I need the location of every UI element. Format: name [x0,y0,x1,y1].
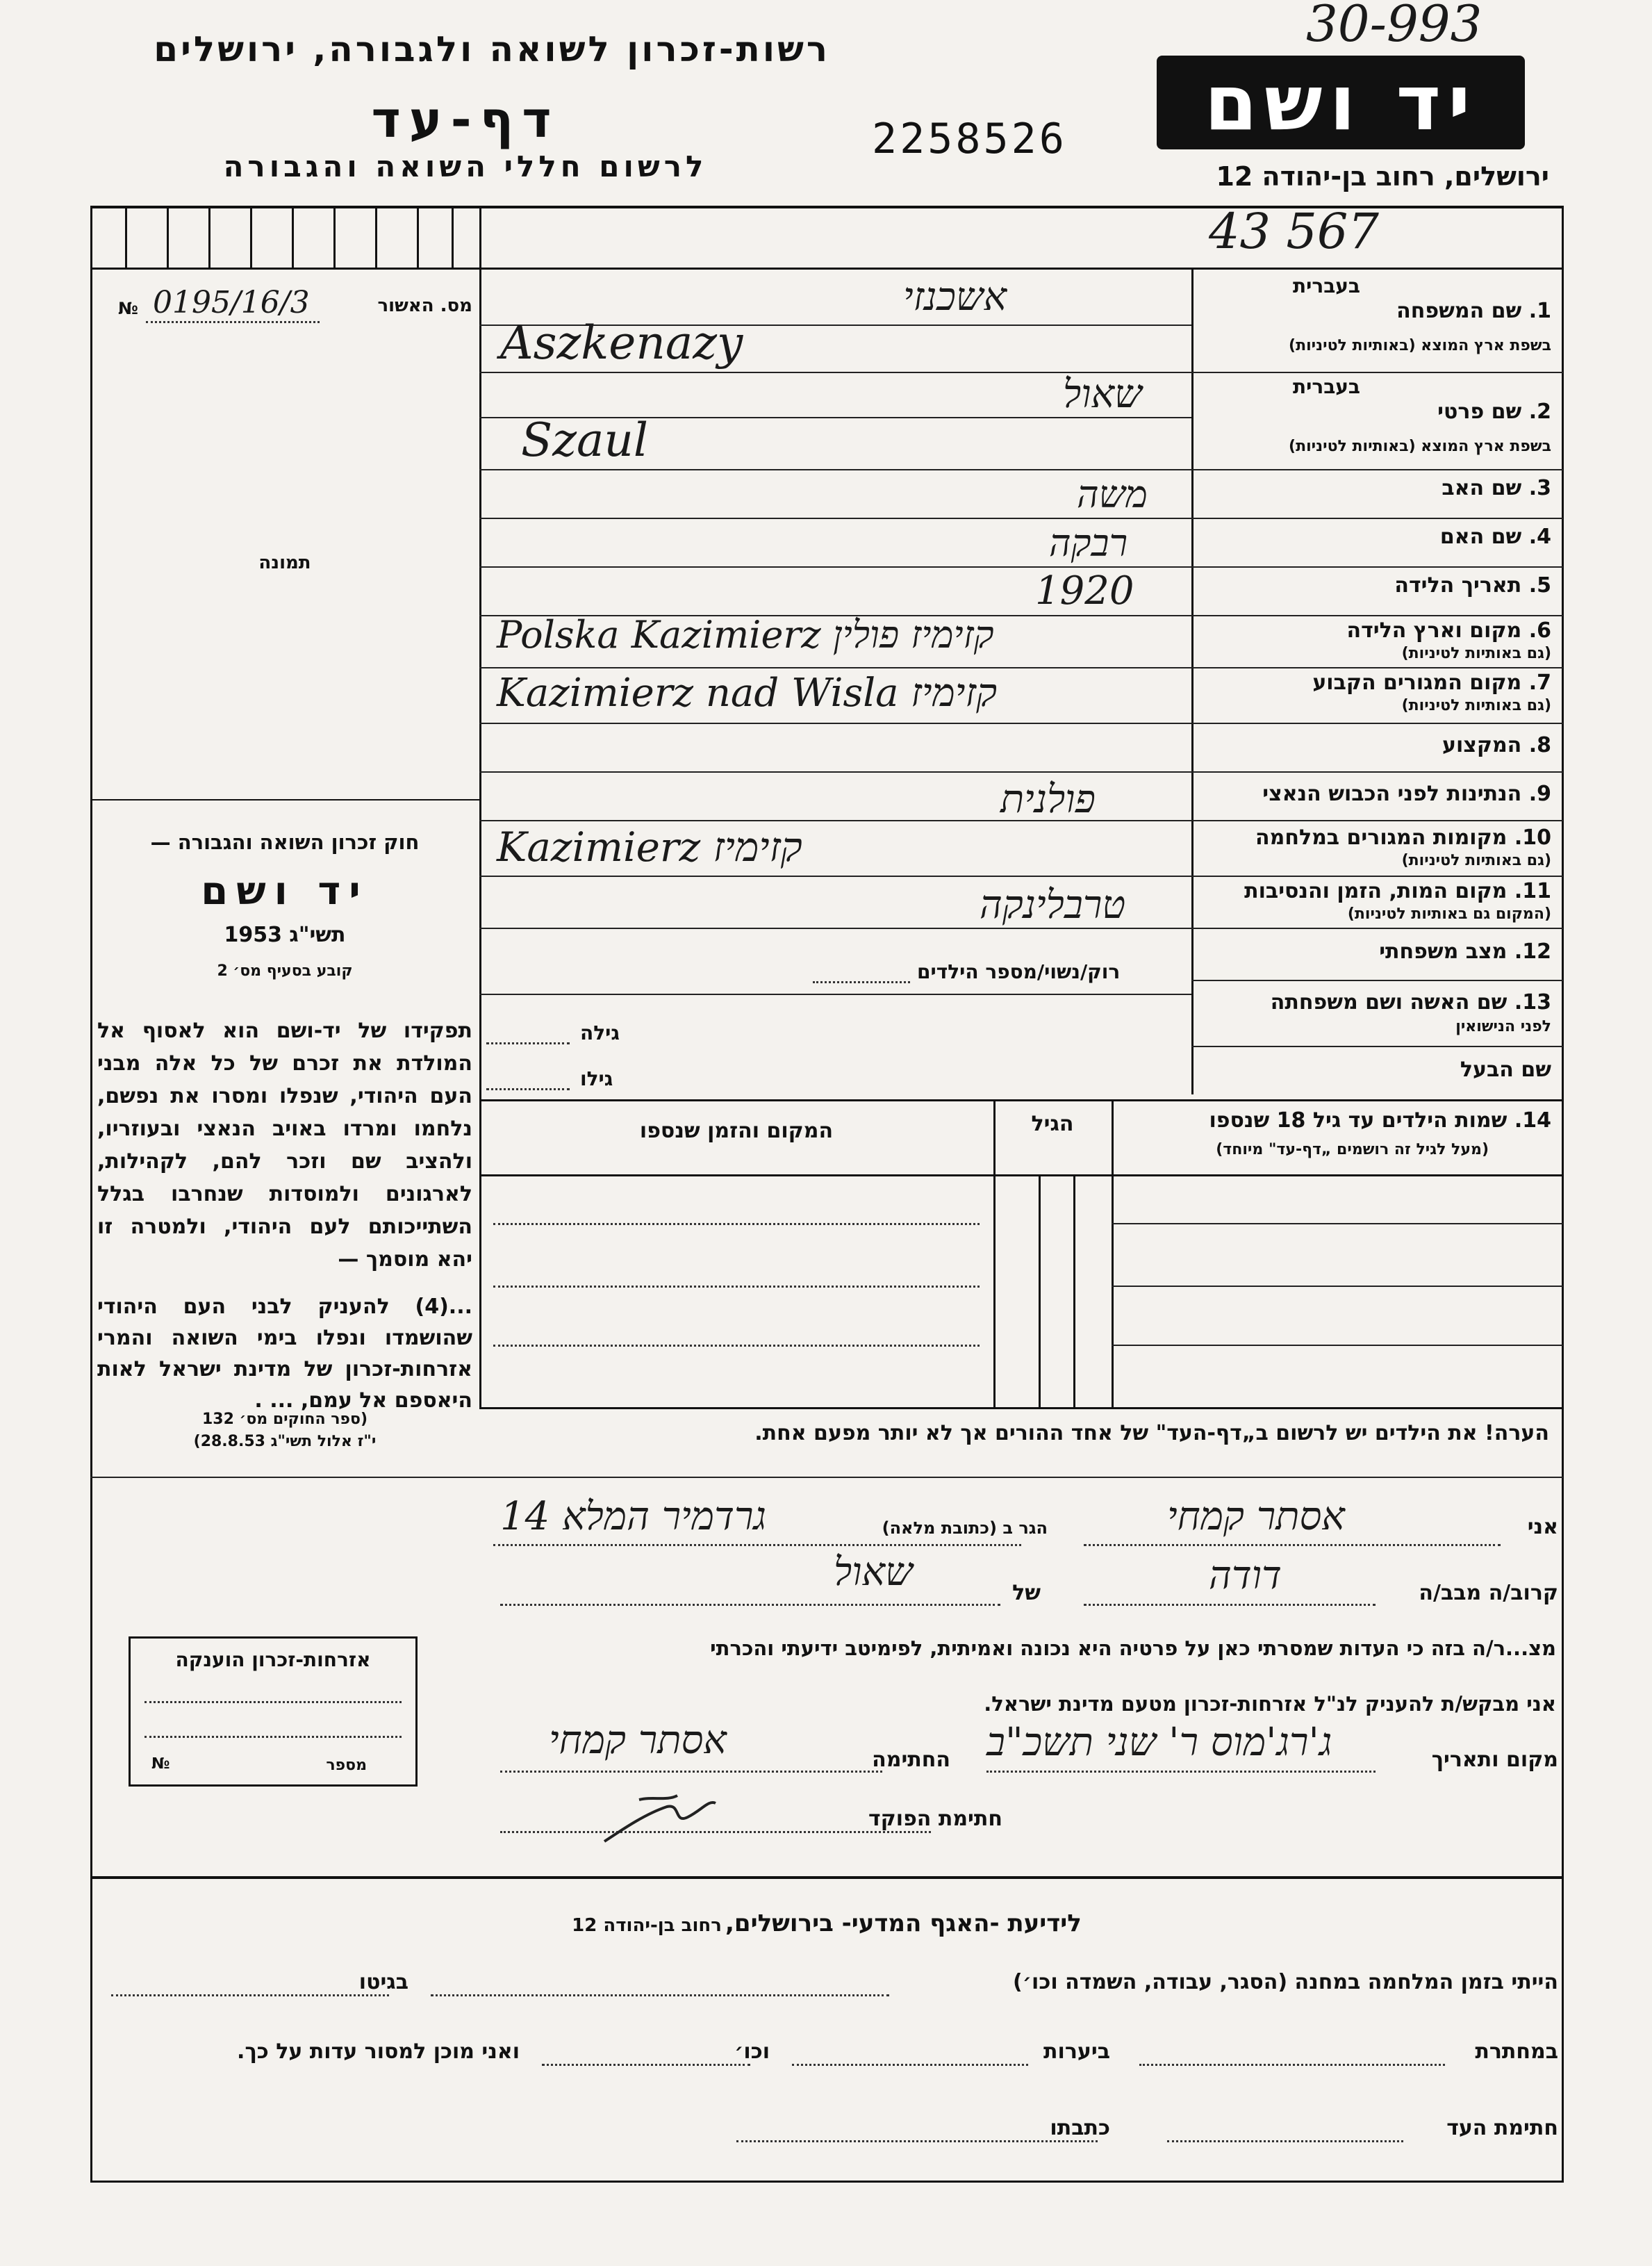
approval-dots [146,321,320,323]
field-5-label-text: תאריך הלידה [1394,573,1522,598]
field-7-number: 7. [1528,671,1551,695]
law-year: תשי"ג 1953 [224,923,346,947]
declaration-i-value: אסתר קמחי [1167,1494,1345,1539]
field-9-number: 9. [1528,782,1551,806]
law-title: חוק זכרון השואה והגבורה — [150,830,420,854]
strip-cell [292,206,294,268]
camp-dots [431,1994,889,1996]
footer-forests-label: ביערות [1043,2039,1110,2064]
children-col-divider-1 [1112,1099,1114,1409]
field-2-value-latin: Szaul [521,413,648,467]
strip-cell [250,206,252,268]
child-place-dots [493,1223,980,1225]
logo-text: יד ושם [1204,58,1478,147]
field-11-sub: (המקום גם באותיות לטיניות) [1347,905,1551,923]
witness-signature-dots [1167,2140,1403,2142]
note-text: הערה! את הילדים יש לרשום ב„דף-העד" של אחד ההורים אך לא יותר מפעם אחת. [754,1421,1549,1445]
approval-number-label: מס. האשור [377,295,472,316]
declaration-relative-label: קרוב/ה מבב/ה [1419,1581,1558,1605]
etc-dots [542,2064,750,2066]
strip-cell [375,206,377,268]
label-line [1191,820,1563,821]
main-top-rule [479,268,1563,270]
certificate-number-label: מספר [326,1757,367,1774]
law-ref-2: י"ז אלול תשי"ג 28.8.53) [193,1433,377,1450]
label-line [1191,667,1563,668]
declaration-official-label: חתימת הפוקד [868,1807,1002,1831]
field-2-sub: בשפת ארץ המוצא (באותיות לטיניות) [1289,438,1551,455]
field-6-number: 6. [1528,618,1551,643]
children-header-bottom [479,1174,1563,1176]
approval-number-value: 0195/16/3 [153,285,310,320]
law-clause: קובע בסעיף מס׳ 2 [217,962,353,980]
children-col-place: המקום והזמן שנספו [639,1119,834,1143]
field-5-number: 5. [1528,573,1551,598]
field-2-lang: בעברית [1292,375,1360,398]
label-line [1191,1046,1563,1047]
field-1-value-latin: Aszkenazy [500,316,743,370]
field-9-label-text: הנתינות לפני הכבוש הנאצי [1262,782,1522,806]
certificate-box [129,1636,418,1787]
certificate-dots-1 [144,1701,402,1703]
field-10-sub: (גם באותיות לטיניות) [1401,852,1551,869]
declaration-resides-label: הגר ב (כתובת מלאה) [882,1518,1048,1538]
field-1-number: 1. [1528,299,1551,323]
law-name: יד ושם [201,869,369,914]
field-7-label-text: מקום המגורים הקבוע [1312,671,1522,695]
top-strip-bottom [90,268,479,270]
declaration-signature-label: החתימה [872,1748,950,1772]
footer-title [417,1910,1237,1937]
form-subtitle: לרשום חללי השואה והגבורה [223,149,708,183]
label-line [1191,980,1563,981]
label-line [1191,876,1563,877]
field-8-label [1442,733,1551,757]
field-6-label-text: מקום וארץ הלידה [1346,618,1522,643]
field-12-label [1379,939,1551,964]
field-1-value-hebrew: אשכנזי [903,274,1007,320]
field-1-label-text: שם המשפחה [1396,299,1522,323]
label-line [1191,566,1563,568]
footer-address: רחוב בן-יהודה 12 [572,1915,722,1936]
field-12-number: 12. [1514,939,1551,964]
label-line [1191,928,1563,929]
row-line [479,928,1191,929]
law-text-2: ...(4) להעניק לבני העם היהודי שהושמדו ונפלו בימי השואה והמרי אזרחות-זכרון של מדינת ישראל לאות היאספם אל עמם, ... . [97,1295,472,1413]
law-ref-1: (ספר החוקים מס׳ 132 [201,1411,368,1428]
frame-bottom [90,2181,1564,2183]
strip-cell [333,206,336,268]
field-6-sub: (גם באותיות לטיניות) [1401,645,1551,662]
place-date-dots [986,1771,1376,1773]
field-13-sub: לפני הנישואין [1455,1018,1551,1035]
children-table-bottom [479,1407,1563,1409]
field-7-label [1312,671,1551,695]
declaration-place-date-label: מקום ותאריך [1431,1748,1558,1772]
field-3-value: משה [1077,473,1148,516]
field-1-sub: בשפת ארץ המוצא (באותיות לטיניות) [1289,337,1551,354]
row-line [479,723,1191,724]
handwritten-reference: 30-993 [1306,0,1482,53]
row-line [479,566,1191,568]
children-label-text: שמות הילדים עד גיל 18 שנספו [1209,1108,1508,1133]
field-3-number: 3. [1528,476,1551,500]
certificate-dots-2 [144,1736,402,1738]
strip-cell [452,206,454,268]
row-line [479,518,1191,519]
field-2-label [1437,400,1551,424]
footer-top-rule [90,1876,1563,1879]
note-bottom [90,1477,1563,1478]
certificate-no-symbol: № [151,1755,170,1773]
strip-cell [208,206,210,268]
signature-dots [500,1771,882,1773]
forests-dots [792,2064,1028,2066]
declaration-relative-value: דודה [1209,1553,1282,1598]
footer-willing-label: ואני מוכן למסור עדות על כך. [237,2039,520,2064]
field-13-value: גילה [580,1021,620,1044]
law-text: תפקידו של יד-ושם הוא לאסוף אל המולדת את זכרם של כל אלה מבני העם היהודי, שנפלו ומסרו את נפשם, נלחמו ומרדו באויב הנאצי ובעוזריו, ולהציב שם וזכר להם, לקהילות, לארגונים ולמוסדות שנחרבו בגלל השתייכותם לעם היהודי, ולמטרה זו יהא מוסמך — [97,1019,472,1272]
footer-ghetto-label: בגיטו [358,1970,408,1994]
field-11-label-text: מקום המות, הזמן והנסיבות [1244,879,1508,903]
children-col-divider-4 [1073,1174,1075,1409]
field-3-label [1442,476,1551,500]
field-11-value: טרבלינקה [980,882,1126,928]
photo-box-bottom [90,799,479,801]
approval-number [111,285,472,327]
field-7-value: Kazimierz nad Wisla קזימיז [497,671,998,716]
row-line [479,771,1191,773]
declaration-of-label: של [1012,1581,1041,1605]
field-4-number: 4. [1528,525,1551,549]
field-6-label [1347,618,1551,643]
of-dots [500,1604,1000,1606]
row-line [479,469,1191,470]
field-1-label [1396,299,1551,323]
field-9-value: פולנית [1000,777,1096,822]
header-address: ירושלים, רחוב בן-יהודה 12 [1216,161,1549,192]
field-13-number: 13. [1514,990,1551,1015]
child-place-dots [493,1345,980,1347]
child-row-line [1112,1345,1563,1346]
serial-number: 2258526 [872,115,1067,163]
field-10-label-text: מקומות המגורים במלחמה [1255,826,1508,850]
field-husband-value: גילו [580,1067,613,1090]
declaration-of-value: שאול [834,1550,913,1595]
field-2-label-text: שם פרטי [1437,400,1522,424]
label-line [1191,723,1563,724]
field-2-value-hebrew: שאול [1063,372,1142,417]
address-dots [493,1544,1021,1546]
authority-title: רשות-זכרון לשואה ולגבורה, ירושלים [154,29,830,69]
no-symbol: № [118,299,138,318]
child-row-line [1112,1223,1563,1224]
field-10-number: 10. [1514,826,1551,850]
field-4-label-text: שם האם [1439,525,1522,549]
footer-witness-signature-label: חתימת העד [1446,2116,1558,2140]
declaration-request: אני מבקש/ת להעניק לנ"ל אזרחות-זכרון מטעם מדינת ישראל. [984,1692,1556,1716]
row-line [479,994,1191,995]
children-count-dots [813,981,910,983]
field-2-number: 2. [1528,400,1551,424]
underground-dots [1139,2064,1445,2066]
ghetto-dots [111,1994,389,1996]
field-12-label-text: מצב משפחתי [1379,939,1508,964]
field-9-label [1262,782,1551,806]
field-11-label [1244,879,1551,903]
footer-etc-label: וכו׳ [734,2039,770,2064]
label-line [1191,615,1563,616]
frame-left [90,206,92,2183]
declaration-i-label: אני [1527,1515,1558,1539]
i-dots [1084,1544,1501,1546]
footer-witness-address-label: כתבתו [1050,2116,1110,2140]
handwritten-reference-2: 43 567 [1209,203,1379,260]
field-4-value: רבקה [1049,521,1128,565]
official-signature-scribble [597,1786,722,1855]
certificate-title: אזרחות-זכרון הוענקה [175,1648,371,1671]
label-column-divider [1191,268,1193,1094]
field-husband-label: שם הבעל [1460,1058,1551,1082]
label-line [1191,372,1563,373]
husband-age-dots [486,1088,570,1090]
label-line [1191,469,1563,470]
field-11-number: 11. [1514,879,1551,903]
field-10-label [1255,826,1551,850]
children-number: 14. [1514,1108,1551,1133]
strip-cell [417,206,419,268]
left-column-divider [479,206,481,1408]
field-3-label-text: שם האב [1442,476,1522,500]
field-8-number: 8. [1528,733,1551,757]
field-13-label-text: שם האשה ושם משפחתה [1270,990,1508,1015]
footer-underground-label: במחתרת [1475,2039,1558,2064]
declaration-statement: מצ...ר/ה בזה כי העדות שמסרתי כאן על פרטיה היא נכונה ואמיתית, לפימיטב ידיעתי והכרתי [710,1636,1556,1660]
child-place-dots [493,1286,980,1288]
field-1-lang: בעברית [1292,274,1360,297]
children-col-divider-2 [993,1099,996,1409]
form-title: דף-עד [371,90,560,149]
footer-camp-label: הייתי בזמן המלחמה במחנה (הסגר, עבודה, השמדה וכו׳) [1013,1970,1558,1994]
field-5-label [1394,573,1551,598]
row-line [479,667,1191,668]
declaration-address-value: גרדמיר המלא 14 [500,1494,766,1539]
children-col-divider-3 [1039,1174,1041,1409]
wife-age-dots [486,1042,570,1044]
field-10-value: Kazimierz קזימיז [497,823,802,871]
children-sub: (מעל לגיל זה רושמים „דף-עד" מיוחד) [1216,1141,1489,1158]
row-line [479,876,1191,877]
witness-address-dots [736,2140,1098,2142]
children-table-top [479,1099,1563,1101]
label-line [1191,771,1563,773]
field-4-label [1440,525,1551,549]
children-col-age: הגיל [1031,1112,1074,1136]
strip-cell [125,206,127,268]
declaration-place-date-value: ג'רג'מוס ר' שני תשכ"ב [986,1720,1332,1765]
field-12-value: רוק/נשוי/מספר הילדים [917,960,1121,983]
field-8-label-text: המקצוע [1442,733,1522,757]
child-row-line [1112,1286,1563,1287]
strip-cell [167,206,169,268]
relative-dots [1084,1604,1376,1606]
label-line [1191,518,1563,519]
logo [1157,56,1525,149]
footer-title-text: לידיעת -האגף המדעי- בירושלים, [725,1910,1082,1937]
frame-right [1562,206,1564,2183]
photo-placeholder: תמונה [258,552,311,573]
field-6-value: Polska Kazimierz קזימיז פולין [497,613,994,657]
field-5-value: 1920 [1035,568,1134,614]
declaration-signature-value: אסתר קמחי [549,1718,727,1763]
children-label [1209,1108,1551,1133]
field-7-sub: (גם באותיות לטיניות) [1401,697,1551,714]
field-13-label [1271,990,1551,1015]
